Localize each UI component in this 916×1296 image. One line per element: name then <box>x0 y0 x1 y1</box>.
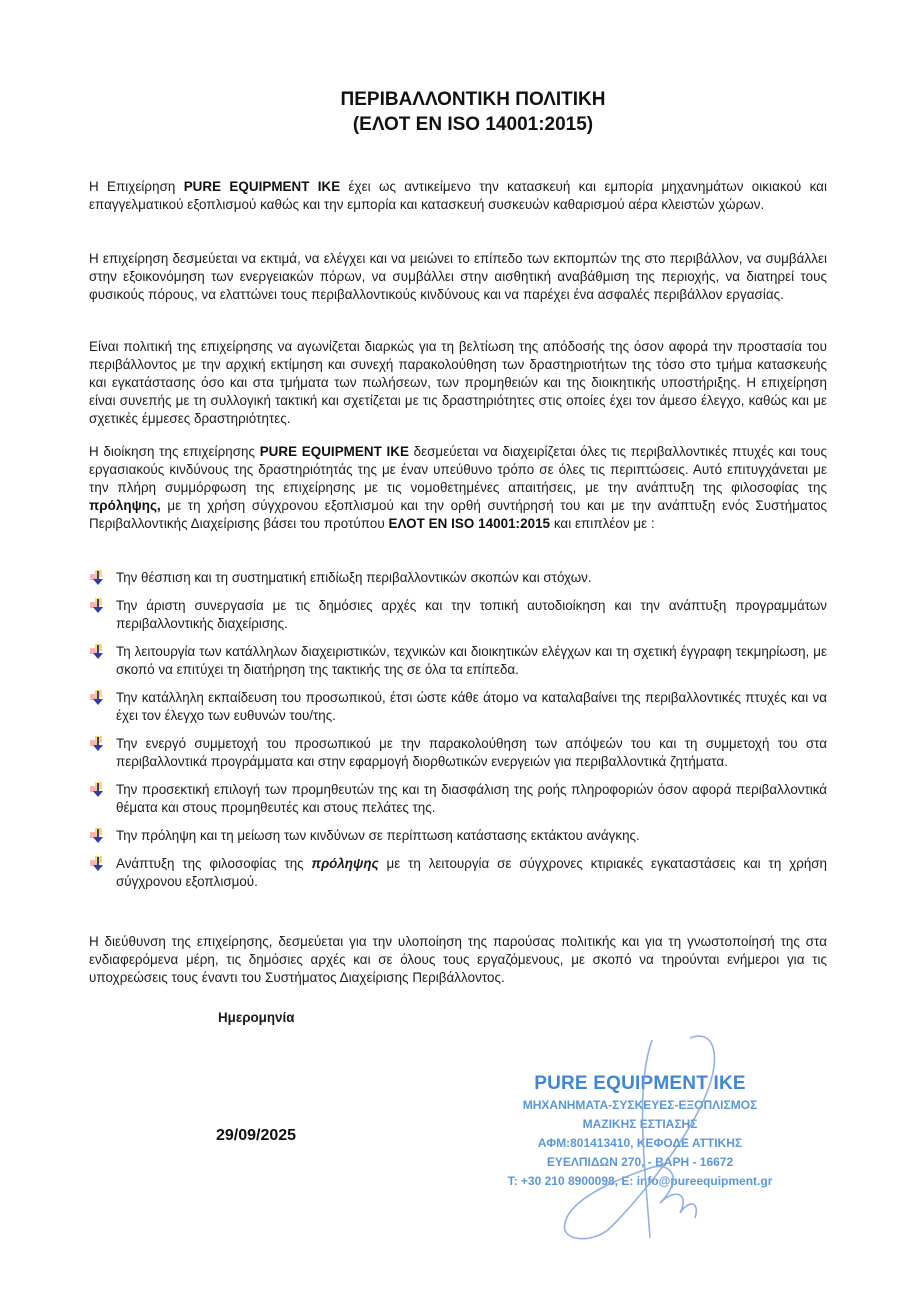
list-item-text: με τη λειτουργία σε σύγχρονες κτιριακές εγκαταστάσεις και τη χρήση σύγχρονου εξοπλισμού. <box>116 856 827 889</box>
paragraph-company-scope <box>89 178 827 214</box>
paragraph-commitment: Η επιχείρηση δεσμεύεται να εκτιμά, να ελέγχει και να μειώνει το επίπεδο των εκπομπών της στο περιβάλλον, να συμβάλλει στην εξοικονόμηση των ενεργειακών πόρων, να συμβάλλει στην αισθητική αναβάθμιση της περιοχής, να διατηρεί τους φυσικούς πόρους, να ελαττώνει τους περιβαλλοντικούς κινδύνους και να παρέχει ένα ασφαλές περιβάλλον εργασίας. <box>89 251 827 302</box>
arrow-down-icon <box>90 644 106 660</box>
text: και επιπλέον με : <box>550 516 655 531</box>
list-item <box>89 689 827 725</box>
arrow-down-icon <box>90 828 106 844</box>
arrow-down-icon <box>90 690 106 706</box>
list-item-text: Την ενεργό συμμετοχή του προσωπικού με την παρακολούθηση των απόψεών του και τη συμμετοχή του στα περιβαλλοντικά προγράμματα και στην εφαρμογή διορθωτικών ενεργειών για περιβαλλοντικά ζητήματα. <box>116 736 827 769</box>
list-item-text: Την προσεκτική επιλογή των προμηθευτών της και τη διασφάλιση της ροής πληροφοριών όσον αφορά περιβαλλοντικά θέματα και στους προμηθευτές και στους πελάτες της. <box>116 782 827 815</box>
stamp-line-tax: ΑΦΜ:801413410, ΚΕΦΟΔΕ ΑΤΤΙΚΗΣ <box>537 1136 743 1150</box>
arrow-down-icon <box>90 856 106 872</box>
list-item <box>89 781 827 817</box>
company-name: PURE EQUIPMENT IKE <box>259 444 409 459</box>
list-item <box>89 735 827 771</box>
commitments-list <box>89 569 827 901</box>
paragraph-policy: Είναι πολιτική της επιχείρησης να αγωνίζεται διαρκώς για τη βελτίωση της απόδοσής της όσον αφορά την προστασία του περιβάλλοντος με την αρχική εκτίμηση και συνεχή παρακολούθηση των δραστηριοτήτων της τόσο στο τμήμα κατασκευής και εγκατάστασης όσο και στα τμήματα των πωλήσεων, των προμηθειών και της διοικητικής υποστήριξης. Η επιχείρηση είναι συνεπής με τη συλλογική τακτική και σχετίζεται με τις δραστηριότητες στις οποίες έχει τον άμεσο έλεγχο, καθώς και με σχετικές έμμεσες δραστηριότητες. <box>89 339 827 426</box>
list-item <box>89 643 827 679</box>
date-label: Ημερομηνία <box>218 1010 295 1025</box>
company-name: PURE EQUIPMENT IKE <box>183 179 341 194</box>
list-item <box>89 827 827 845</box>
company-stamp <box>470 1072 810 1191</box>
standard-name: ΕΛΟΤ ΕΝ ISO 14001:2015 <box>388 516 551 531</box>
text: με τη χρήση σύγχρονου εξοπλισμού και την ορθή συντήρησή του και με την ανάπτυξη ενός Συστήματος Περιβαλλοντικής Διαχείρισης βάσει του προτύπου <box>89 498 827 531</box>
list-item-text: Την κατάλληλη εκπαίδευση του προσωπικού, έτσι ώστε κάθε άτομο να καταλαβαίνει της περιβαλλοντικές πτυχές και να έχει τον έλεγχο των ευθυνών του/της. <box>116 690 827 723</box>
stamp-company-name: PURE EQUIPMENT IKE <box>534 1073 746 1094</box>
stamp-line-contact: T: +30 210 8900098, E: info@pureequipment.gr <box>507 1174 773 1188</box>
list-item-text: Την άριστη συνεργασία με τις δημόσιες αρχές και την τοπική αυτοδιοίκηση και την ανάπτυξη προγραμμάτων περιβαλλοντικής διαχείρισης. <box>116 598 827 631</box>
list-item-text: Τη λειτουργία των κατάλληλων διαχειριστικών, τεχνικών και διοικητικών ελέγχων και τη σχετική έγγραφη τεκμηρίωση, με σκοπό να επιτύχει τη διατήρηση της τακτικής της σε όλα τα επίπεδα. <box>116 644 827 677</box>
text: Η διοίκηση της επιχείρησης <box>89 444 260 459</box>
paragraph-closing: Η διεύθυνση της επιχείρησης, δεσμεύεται για την υλοποίηση της παρούσας πολιτικής και για τη γνωστοποίησή της στα ενδιαφερόμενα μέρη, τις δημόσιες αρχές και σε όλους τους εργαζόμενους, με σκοπό να τηρούνται ενήμεροι για τις υποχρεώσεις τους έναντι του Συστήματος Διαχείρισης Περιβάλλοντος. <box>89 934 827 985</box>
arrow-down-icon <box>90 598 106 614</box>
list-item <box>89 569 827 587</box>
arrow-down-icon <box>90 736 106 752</box>
list-item <box>89 855 827 891</box>
list-item <box>89 597 827 633</box>
document-title: ΠΕΡΙΒΑΛΛΟΝΤΙΚΗ ΠΟΛΙΤΙΚΗ <box>340 89 606 110</box>
date-value: 29/09/2025 <box>216 1127 297 1144</box>
document-subtitle-standard: (ΕΛΟΤ ΕΝ ISO 14001:2015) <box>352 114 594 135</box>
arrow-down-icon <box>90 570 106 586</box>
text: δεσμεύεται να διαχειρίζεται όλες τις περιβαλλοντικές πτυχές και τους εργασιακούς κινδύνους της δραστηριότητάς της με έναν υπεύθυνο τρόπο σε όλες τις περιπτώσεις. Αυτό επιτυγχάνεται με την πλήρη συμμόρφωση της επιχείρησης με τις νομοθετημένες απαιτήσεις, με την ανάπτυξη της φιλοσοφίας της <box>89 444 827 495</box>
emphasis-prevention: πρόληψης <box>311 856 379 871</box>
paragraph-management <box>89 443 827 533</box>
list-item-text: Την πρόληψη και τη μείωση των κινδύνων σε περίπτωση κατάστασης εκτάκτου ανάγκης. <box>116 828 640 843</box>
text: έχει ως αντικείμενο την κατασκευή και εμπορία μηχανημάτων οικιακού και επαγγελματικού εξοπλισμού καθώς και την εμπορία και κατασκευή συσκευών καθαρισμού αέρα κλειστών χώρων. <box>89 179 827 212</box>
list-item-text: Ανάπτυξη της φιλοσοφίας της <box>116 856 312 871</box>
text: Η Επιχείρηση <box>89 179 184 194</box>
list-item-text: Την θέσπιση και τη συστηματική επιδίωξη περιβαλλοντικών σκοπών και στόχων. <box>116 570 592 585</box>
stamp-line-activity: ΜΗΧΑΝΗΜΑΤΑ-ΣΥΣΚΕΥΕΣ-ΕΞΟΠΛΙΣΜΟΣ <box>522 1098 758 1112</box>
stamp-line-address: ΕΥΕΛΠΙΔΩΝ 270, - ΒΑΡΗ - 16672 <box>546 1155 734 1169</box>
stamp-line-activity-2: ΜΑΖΙΚΗΣ ΕΣΤΙΑΣΗΣ <box>582 1117 698 1131</box>
arrow-down-icon <box>90 782 106 798</box>
emphasis-prevention: πρόληψης, <box>89 498 161 513</box>
